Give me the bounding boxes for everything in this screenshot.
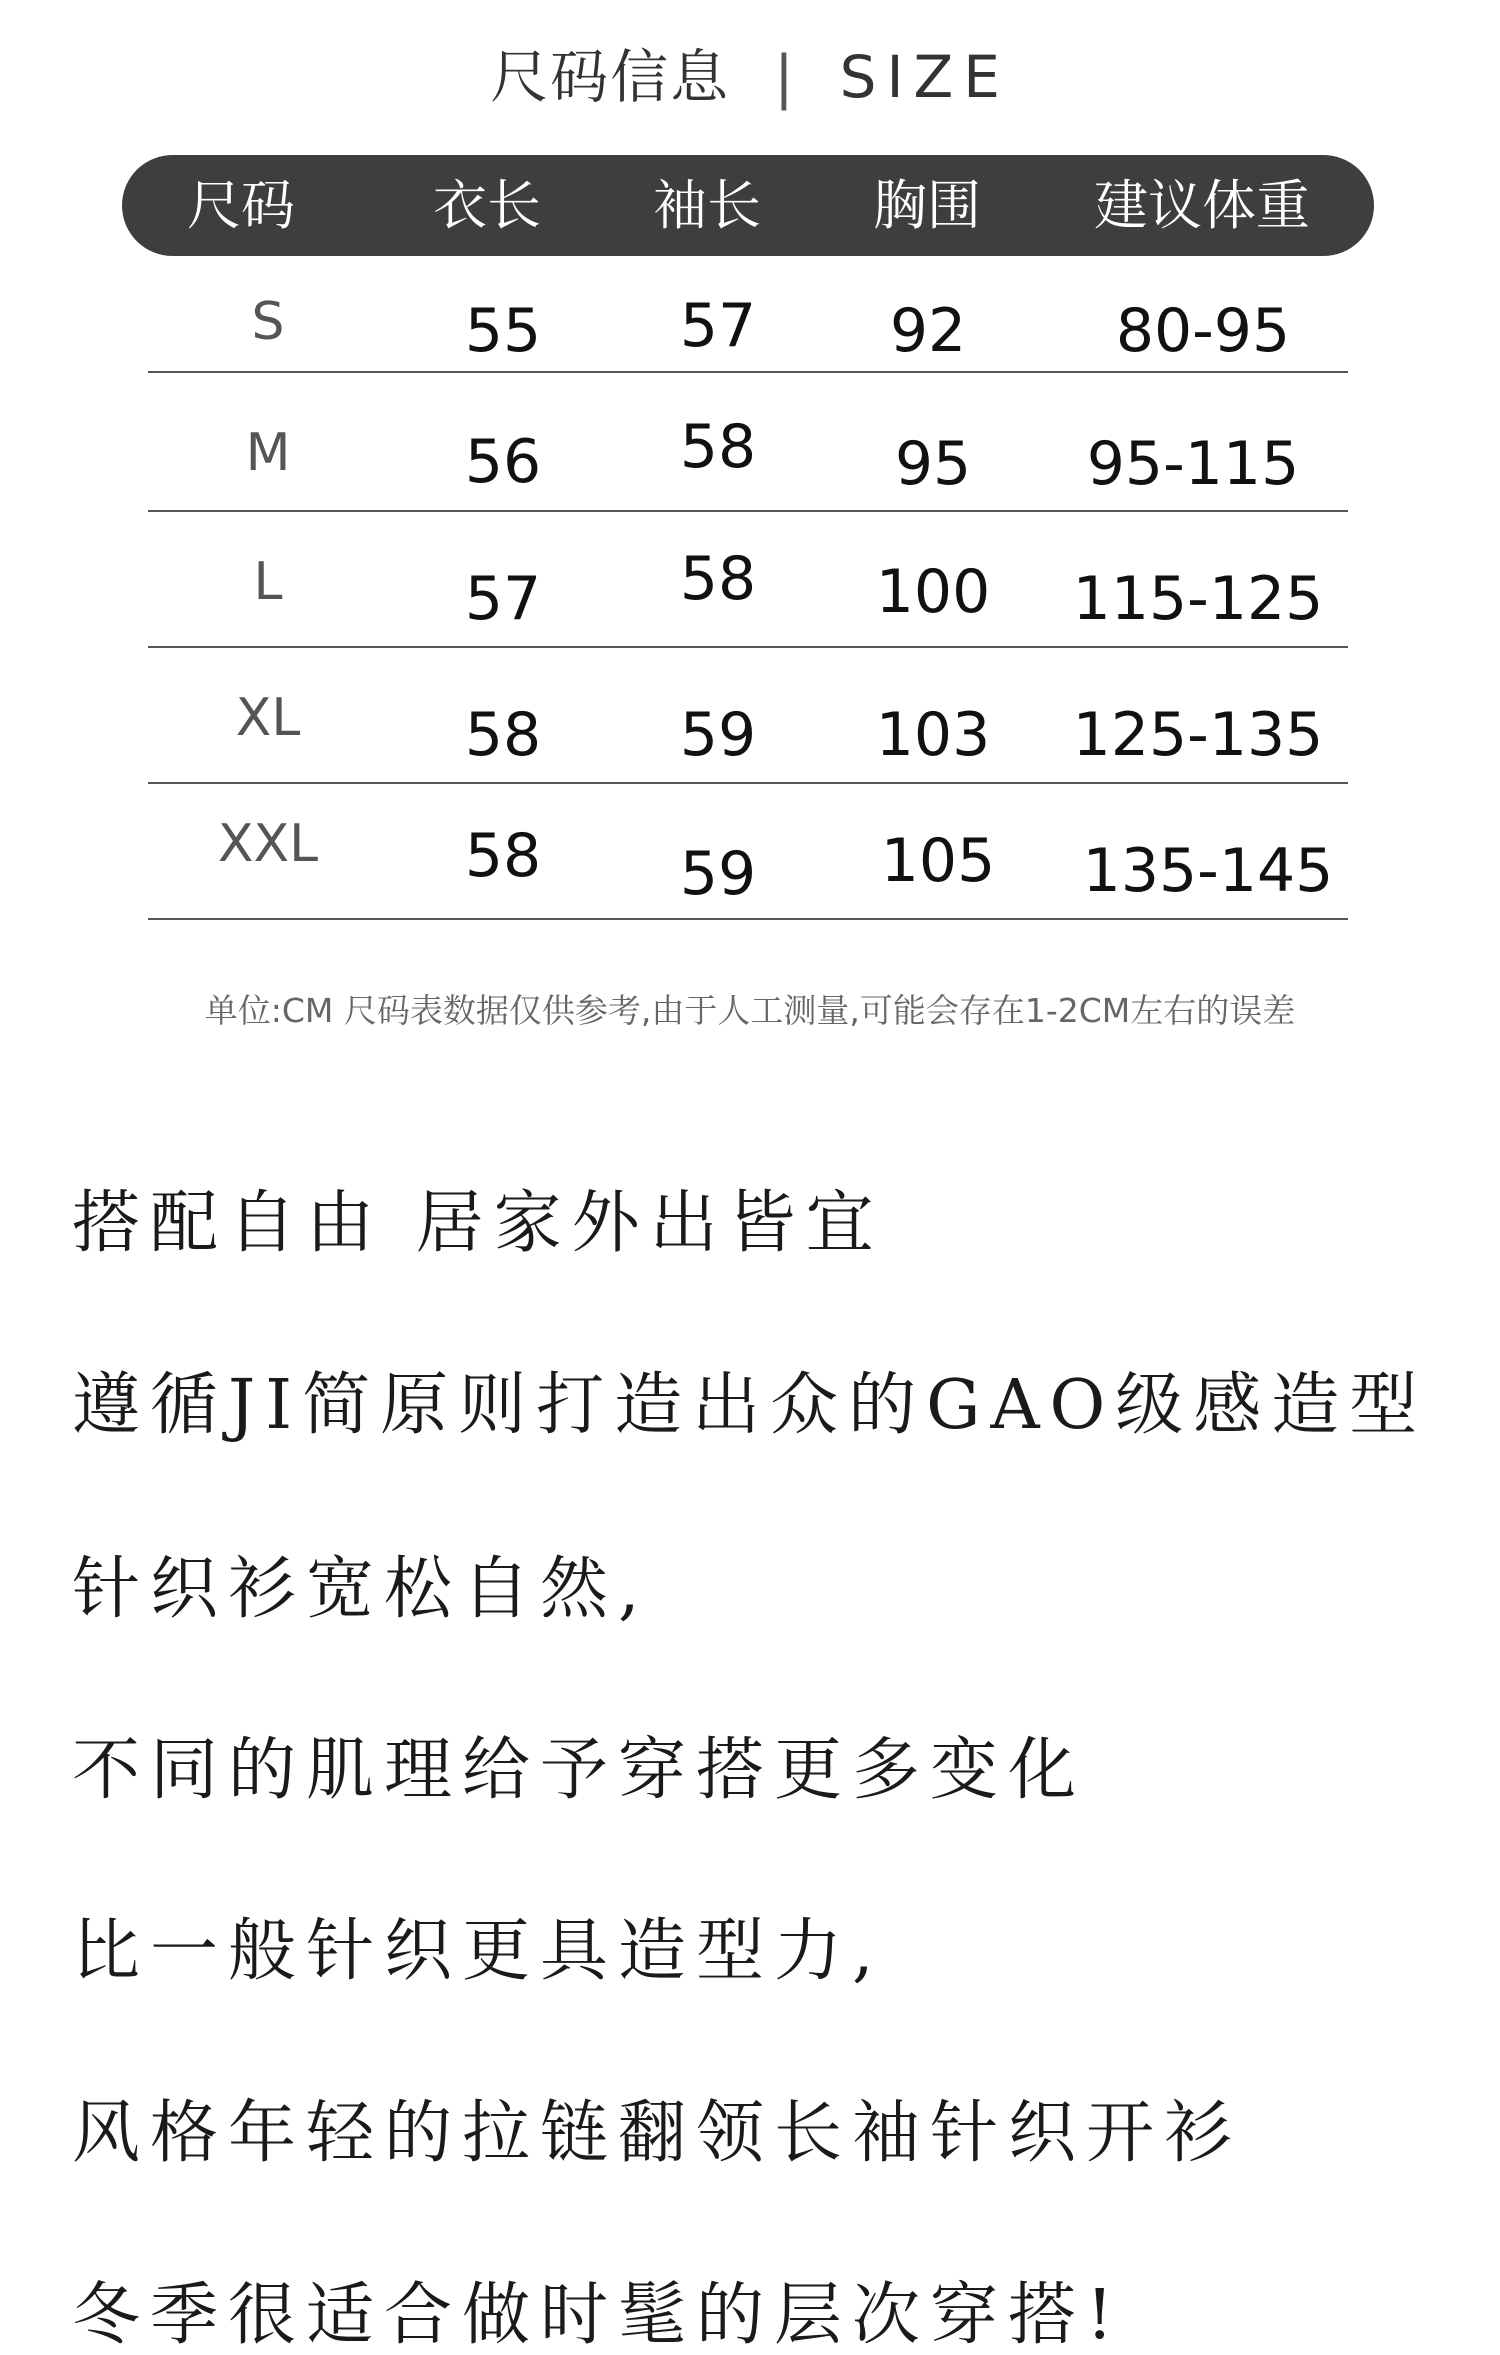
description-line: 遵循JI简原则打造出众的GAO级感造型 [72,1366,1428,1445]
cell-length: 57 [464,564,542,634]
size-info-title [0,30,1500,114]
cell-size: XXL [217,814,319,874]
cell-sleeve: 58 [679,544,757,614]
cell-sleeve: 59 [679,700,757,770]
description-line: 比一般针织更具造型力, [72,1912,884,1991]
cell-chest: 103 [875,700,991,770]
cell-length: 58 [464,700,542,770]
cell-size: M [245,423,291,483]
cell-weight: 125-135 [1072,700,1324,770]
cell-chest: 105 [880,826,996,896]
measurement-note: 单位:CM 尺码表数据仅供参考,由于人工测量,可能会存在1-2CM左右的误差 [204,991,1296,1030]
description-line: 针织衫宽松自然, [72,1550,650,1629]
cell-chest: 95 [894,429,972,499]
table-row [148,512,1348,648]
description-line: 搭配自由 居家外出皆宜 [72,1184,884,1263]
header-weight: 建议体重 [1094,174,1310,237]
cell-length: 56 [464,426,542,497]
cell-chest: 92 [889,295,967,366]
cell-weight: 95-115 [1086,429,1300,499]
table-row [148,373,1348,512]
table-row [148,270,1348,373]
title-english: SIZE [839,43,1010,111]
cell-chest: 100 [875,556,991,627]
header-size: 尺码 [187,174,295,237]
cell-weight: 135-145 [1082,836,1334,906]
table-row [148,784,1348,920]
cell-weight: 115-125 [1072,564,1324,634]
title-separator: | [774,43,796,111]
title-chinese: 尺码信息 [490,43,731,111]
cell-sleeve: 59 [679,838,757,909]
cell-sleeve: 57 [679,290,757,361]
table-row [148,648,1348,784]
cell-size: S [251,292,285,352]
cell-length: 55 [464,295,542,366]
cell-size: XL [235,688,301,748]
header-chest: 胸围 [873,174,981,237]
description-line: 不同的肌理给予穿搭更多变化 [72,1731,1087,1810]
size-table-header [122,155,1374,256]
description-line: 风格年轻的拉链翻领长袖针织开衫 [72,2094,1243,2173]
header-sleeve: 袖长 [653,174,761,237]
cell-length: 58 [464,821,542,891]
cell-weight: 80-95 [1115,295,1291,366]
cell-size: L [253,552,283,612]
header-length: 衣长 [433,174,541,237]
cell-sleeve: 58 [679,411,757,482]
description-line: 冬季很适合做时髦的层次穿搭! [72,2276,1124,2355]
